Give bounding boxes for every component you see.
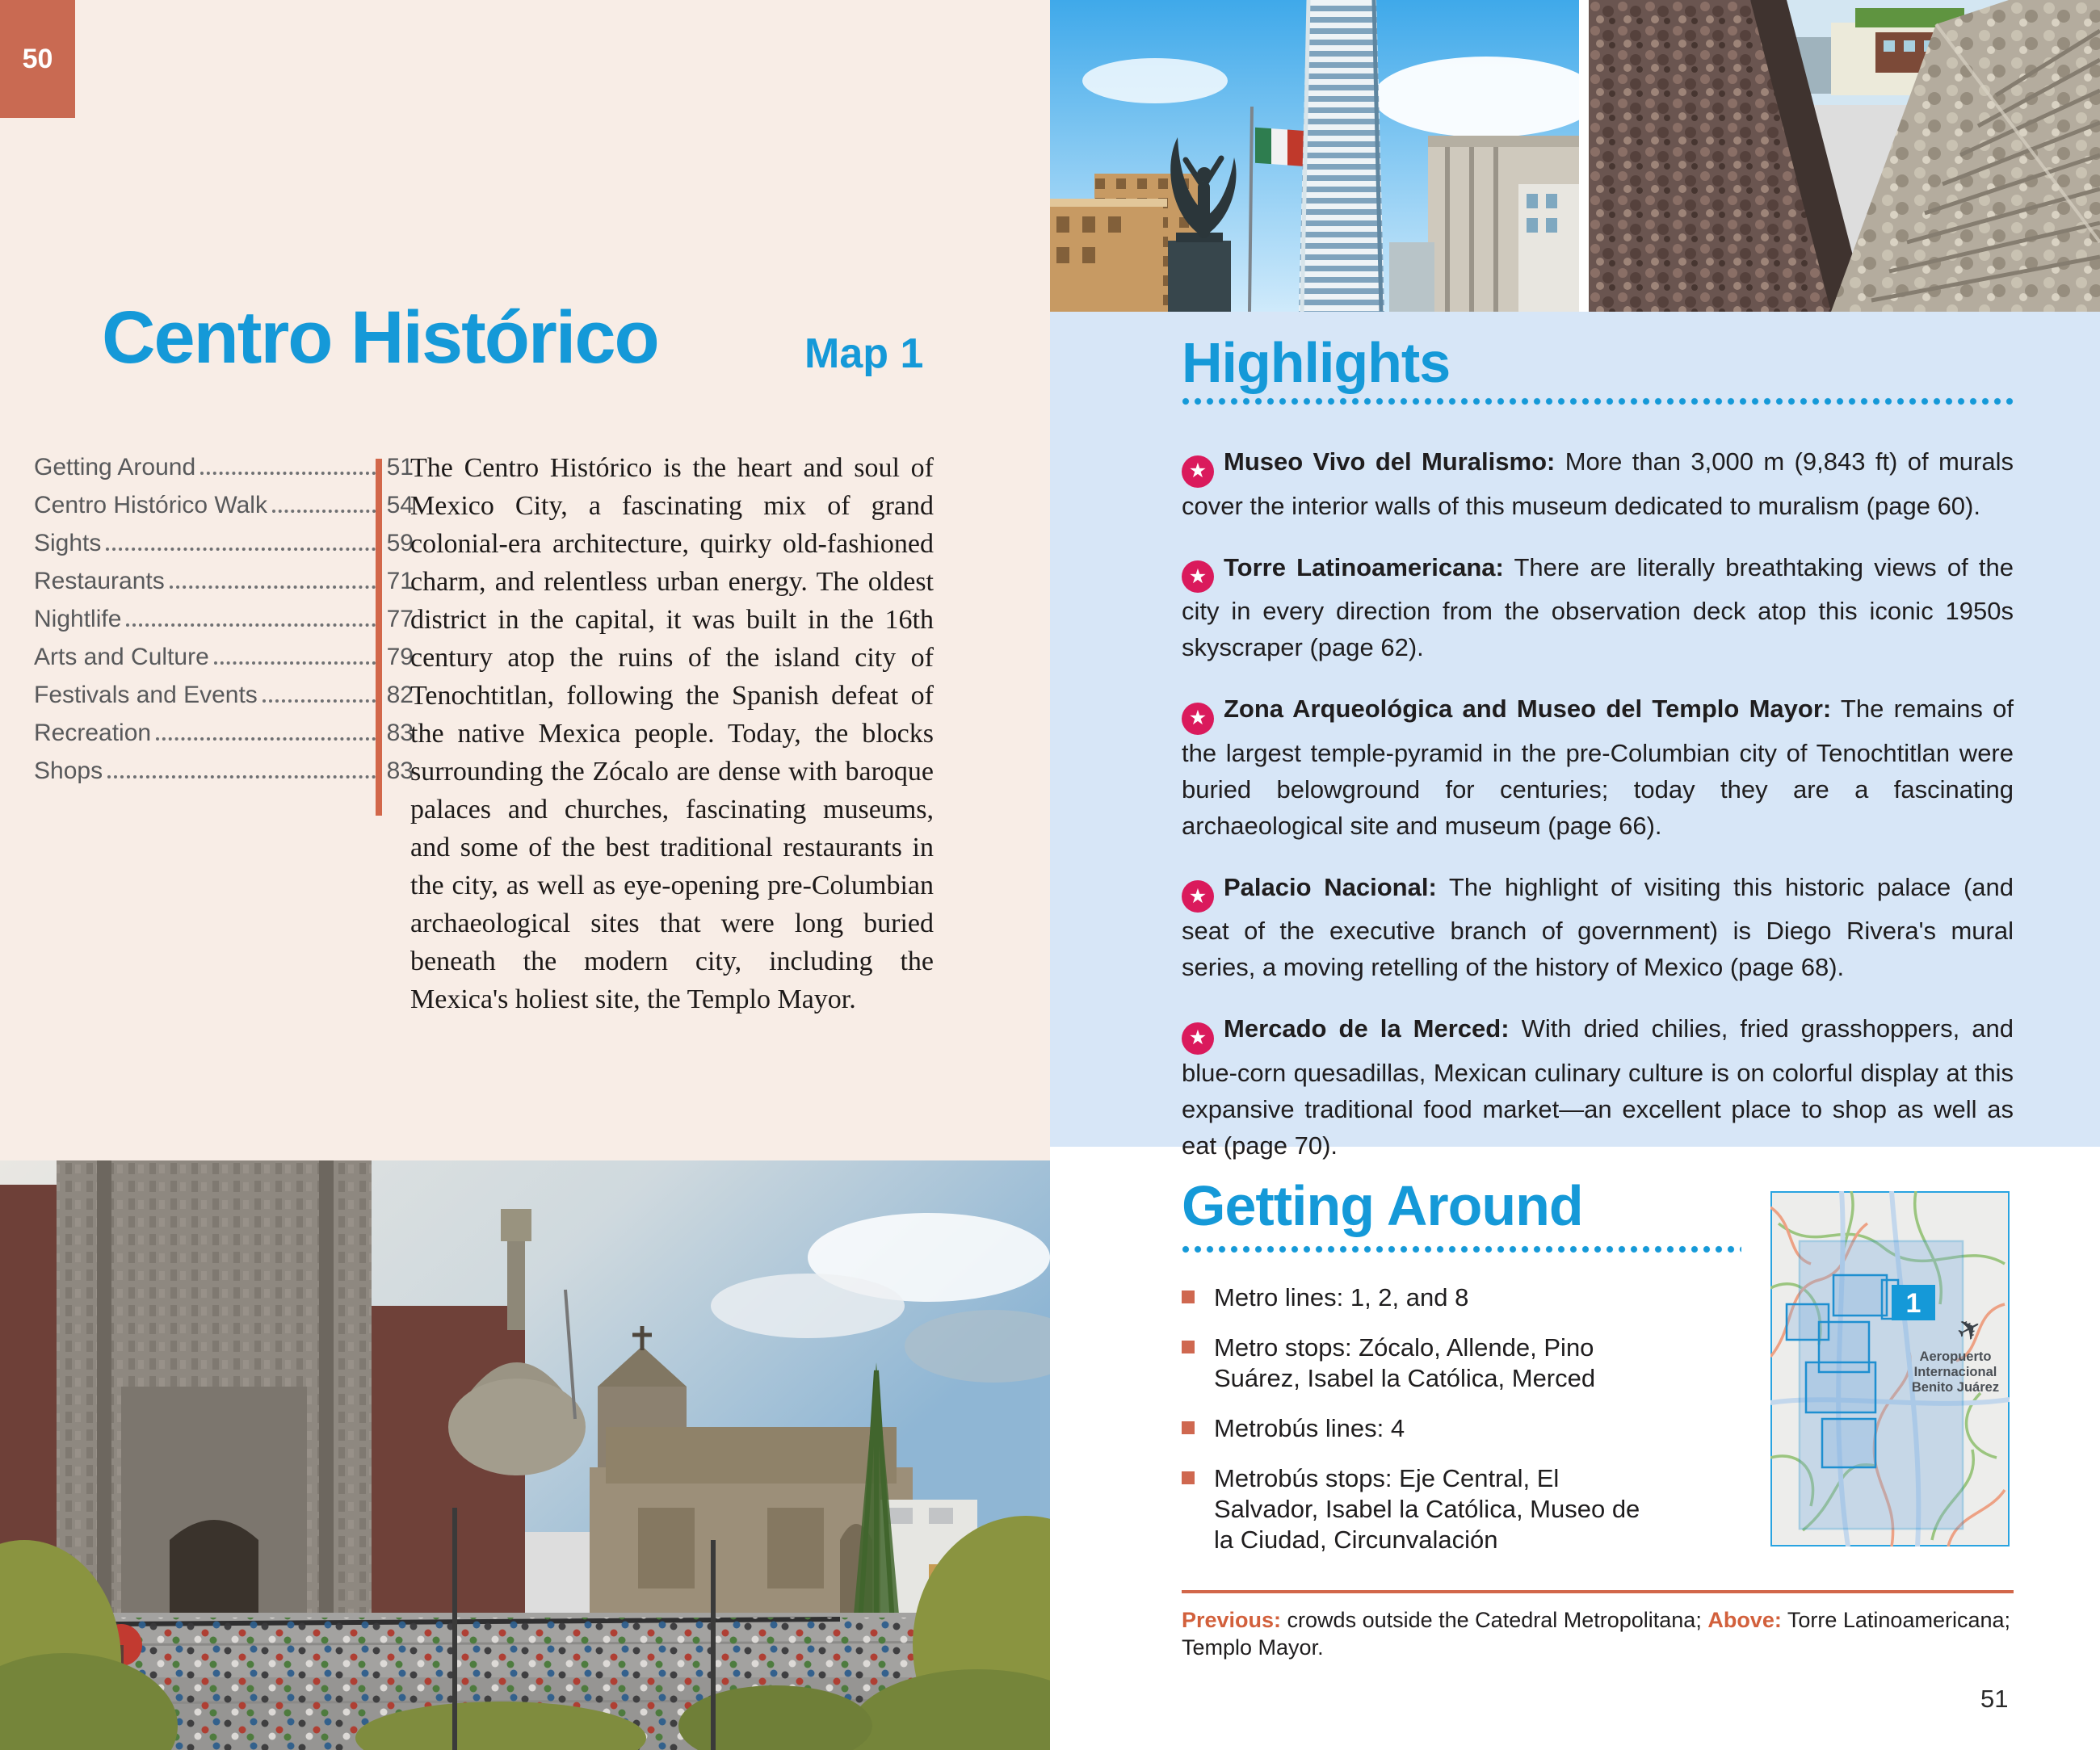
list-item-text: Metro stops: Zócalo, Allende, Pino Suárez, Isabel la Católica, Merced	[1214, 1333, 1596, 1392]
torre-latinoamericana-photo	[1050, 0, 1579, 312]
highlight-text: With dried chilies, fried grasshoppers, and blue-corn quesadillas, Mexican culinary culture is on colorful display at this expansive traditional food market—an excellent place to shop as well as eat (page 70).	[1182, 1014, 2014, 1160]
highlight-item	[1182, 869, 2014, 986]
highlight-item	[1182, 1010, 2014, 1164]
templo-mayor-photo	[1589, 0, 2100, 312]
table-of-contents	[34, 454, 414, 795]
toc-page-number: 51	[386, 454, 414, 481]
highlight-name: Museo Vivo del Muralismo:	[1224, 447, 1556, 476]
locator-map[interactable]	[1770, 1191, 2010, 1546]
list-item-text: Metro lines: 1, 2, and 8	[1214, 1283, 1469, 1311]
toc-page-number: 77	[386, 606, 414, 632]
toc-row[interactable]	[34, 530, 414, 568]
photo-caption	[1182, 1590, 2014, 1661]
dot-leader	[156, 737, 382, 741]
svg-text:Benito Juárez: Benito Juárez	[1911, 1380, 2000, 1395]
toc-row[interactable]	[34, 682, 414, 720]
dot-leader	[126, 623, 381, 627]
toc-row[interactable]	[34, 568, 414, 606]
list-item-text: Metrobús lines: 4	[1214, 1414, 1405, 1442]
getting-around-list	[1182, 1282, 1747, 1555]
toc-page-number: 71	[386, 568, 414, 594]
getting-around-title: Getting Around	[1182, 1174, 1583, 1237]
dotted-rule	[1182, 1245, 1741, 1253]
svg-text:Internacional: Internacional	[1913, 1365, 1997, 1379]
highlight-text: There are literally breathtaking views of the city in every direction from the observation deck atop this iconic 1950s skyscraper (page 62).	[1182, 552, 2014, 661]
airport-label	[1912, 1349, 1999, 1395]
highlight-name: Zona Arqueológica and Museo del Templo Mayor:	[1224, 695, 1832, 723]
toc-label: Arts and Culture	[34, 644, 209, 670]
square-bullet-icon	[1182, 1471, 1195, 1484]
toc-page-number: 82	[386, 682, 414, 708]
locator-map-illustration	[1770, 1191, 2010, 1546]
page-number-left: 50	[22, 43, 53, 74]
map-reference-label: Map 1	[804, 330, 924, 377]
dot-leader	[262, 699, 382, 703]
toc-row[interactable]	[34, 757, 414, 795]
toc-label: Centro Histórico Walk	[34, 492, 267, 518]
star-icon: ★	[1182, 455, 1214, 488]
svg-text:Aeropuerto: Aeropuerto	[1919, 1349, 1992, 1364]
toc-page-number: 83	[386, 757, 414, 784]
intro-paragraph: The Centro Histórico is the heart and soul of Mexico City, a fascinating mix of grand colonial-era architecture, quirky old-fashioned charm, and relentless urban energy. The oldest district in the capital, it was built in the 16th century atop the ruins of the island city of Tenochtitlan, following the Spanish defeat of the native Mexica people. Today, the blocks surrounding the Zócalo are dense with baroque palaces and churches, fascinating museums, and some of the best traditional restaurants in the city, as well as eye-opening pre-Columbian archaeological sites that were long buried beneath the modern city, including the Mexica's holiest site, the Templo Mayor.	[410, 453, 934, 1014]
list-item	[1182, 1282, 1747, 1313]
toc-label: Festivals and Events	[34, 682, 258, 708]
toc-row[interactable]	[34, 720, 414, 757]
page-title: Centro Histórico	[102, 296, 658, 379]
list-item-text: Metrobús stops: Eje Central, El Salvador, Isabel la Católica, Museo de la Ciudad, Circunvalación	[1214, 1464, 1640, 1554]
toc-label: Getting Around	[34, 454, 196, 481]
caption-previous-label: Previous:	[1182, 1608, 1282, 1632]
highlight-text: More than 3,000 m (9,843 ft) of murals cover the interior walls of this museum dedicated to muralism (page 60).	[1182, 447, 2014, 520]
getting-around-section	[1182, 1174, 1747, 1575]
highlight-text: The remains of the largest temple-pyramid in the pre-Columbian city of Tenochtitlan were buried belowground for centuries; today they are a fascinating archaeological site and museum (page 66).	[1182, 695, 2014, 840]
dot-leader	[170, 585, 382, 589]
dot-leader	[106, 548, 381, 551]
list-item	[1182, 1332, 1747, 1394]
square-bullet-icon	[1182, 1290, 1195, 1303]
highlight-item	[1182, 549, 2014, 666]
toc-page-number: 79	[386, 644, 414, 670]
star-icon: ★	[1182, 1022, 1214, 1055]
toc-row[interactable]	[34, 606, 414, 644]
caption-above-text: Torre Latinoamericana; Templo Mayor.	[1182, 1608, 2011, 1660]
torre-photo-illustration	[1050, 0, 1579, 312]
toc-label: Recreation	[34, 720, 152, 746]
dot-leader	[214, 661, 382, 665]
templo-photo-illustration	[1589, 0, 2100, 312]
toc-label: Sights	[34, 530, 102, 556]
airplane-icon: ✈	[1951, 1308, 1989, 1350]
page-number-tab	[0, 0, 75, 118]
page-right	[1050, 0, 2100, 1750]
highlight-item	[1182, 690, 2014, 844]
toc-page-number: 59	[386, 530, 414, 556]
dot-leader	[107, 775, 382, 778]
page-number-right: 51	[1980, 1685, 2009, 1713]
toc-page-number: 83	[386, 720, 414, 746]
square-bullet-icon	[1182, 1341, 1195, 1353]
highlights-panel	[1050, 312, 2100, 1160]
caption-rule	[1182, 1590, 2014, 1593]
list-item	[1182, 1413, 1747, 1444]
intro-accent-bar	[376, 459, 382, 816]
caption-text	[1182, 1606, 2014, 1661]
cathedral-zocalo-photo	[0, 1160, 1050, 1750]
cathedral-photo-illustration	[0, 1160, 1050, 1750]
toc-label: Restaurants	[34, 568, 165, 594]
toc-label: Nightlife	[34, 606, 122, 632]
star-icon: ★	[1182, 880, 1214, 913]
square-bullet-icon	[1182, 1421, 1195, 1434]
caption-previous-text: crowds outside the Catedral Metropolitana;	[1281, 1608, 1708, 1632]
toc-page-number: 54	[386, 492, 414, 518]
highlights-list	[1182, 418, 2014, 1186]
list-item	[1182, 1463, 1747, 1555]
highlight-item	[1182, 443, 2014, 524]
map-sheet-number: 1	[1905, 1288, 1922, 1319]
star-icon: ★	[1182, 703, 1214, 735]
highlight-name: Palacio Nacional:	[1224, 872, 1437, 901]
dotted-rule	[1182, 397, 2014, 405]
dot-leader	[272, 510, 382, 513]
highlight-text: The highlight of visiting this historic palace (and seat of the executive branch of government) is Diego Rivera's mural series, a moving retelling of the history of Mexico (page 68).	[1182, 872, 2014, 981]
toc-row[interactable]	[34, 492, 414, 530]
star-icon: ★	[1182, 560, 1214, 593]
dot-leader	[200, 472, 381, 475]
toc-row[interactable]	[34, 454, 414, 492]
highlights-title: Highlights	[1182, 331, 1451, 394]
caption-above-label: Above:	[1707, 1608, 1782, 1632]
highlight-name: Mercado de la Merced:	[1224, 1014, 1510, 1043]
highlight-name: Torre Latinoamericana:	[1224, 552, 1504, 581]
toc-label: Shops	[34, 757, 103, 784]
toc-row[interactable]	[34, 644, 414, 682]
